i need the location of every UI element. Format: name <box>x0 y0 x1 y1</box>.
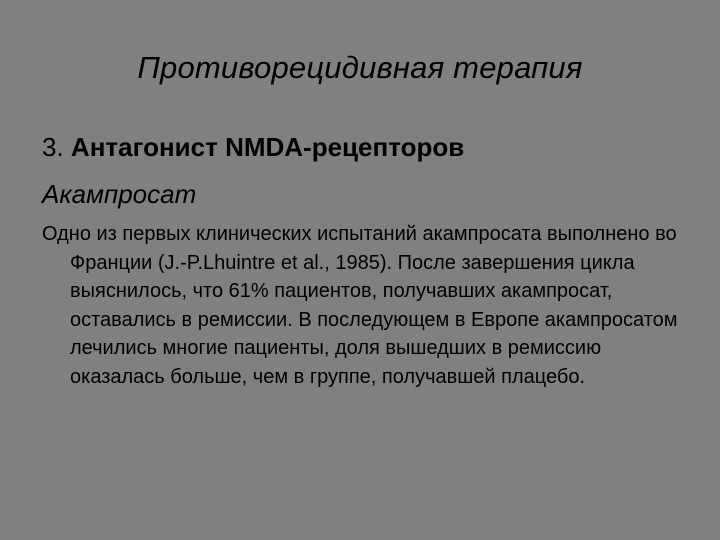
section-heading: Антагонист NMDA-рецепторов <box>70 132 465 162</box>
slide-title: Противорецидивная терапия <box>137 50 583 85</box>
section-heading-line <box>42 130 464 164</box>
drug-name: Акампросат <box>42 179 197 209</box>
body-paragraph: Одно из первых клинических испытаний акампросата выполнено во Франции (J.-P.Lhuintre et al., 1985). После завершения цикла выяснилось, что 61% пациентов, получавших акампросат, оставались в ремиссии. В последующем в Европе акампросатом лечились многие пациенты, доля вышедших в ремиссию оказалась больше, чем в группе, получавшей плацебо. <box>42 223 678 388</box>
section-number: 3. <box>42 132 64 162</box>
